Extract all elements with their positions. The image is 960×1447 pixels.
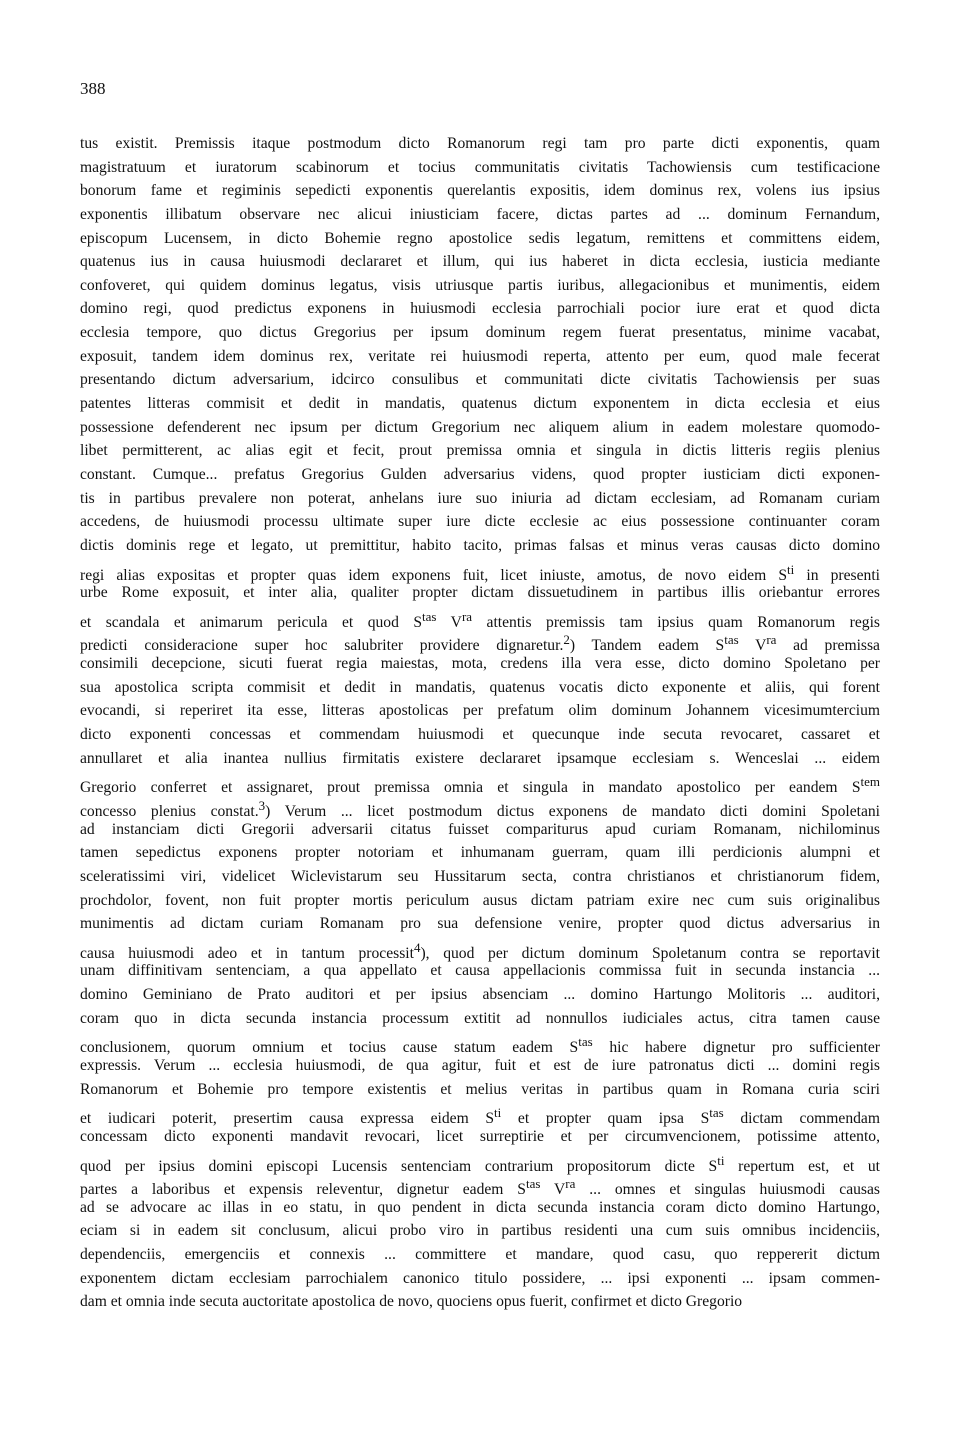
text-line: sceleratissimi viri, videlicet Wiclevistarum seu Hussitarum secta, contra christianos et christianorum fidem, — [80, 867, 880, 885]
text-line: domino Geminiano de Prato auditori et per ipsius absenciam ... domino Hartungo Molitoris ... auditori, — [80, 986, 880, 1004]
page-number: 388 — [80, 79, 106, 98]
text-line: partes a laboribus et expensis releventur, dignetur eadem $S^{tas}$ $V^{ra}$ ... omnes et singulas huiusmodi causas — [80, 1176, 880, 1199]
text-line: eciam si in eadem sit conclusum, alicui probo viro in partibus residenti una cum suis omnibus incidenciis, — [80, 1222, 880, 1240]
text-line: quod per ipsius domini episcopi Lucensis sentenciam contrarium propositorum dicte $S^{ti}$ repertum est, et ut — [80, 1152, 880, 1175]
text-line: urbe Rome exposuit, et inter alia, qualiter propter dictam dissuetudinem in partibus illis oriebantur errores — [80, 584, 880, 602]
text-line: dictis dominis rege et legato, ut premittitur, habito tacito, primas falsas et minus veras causas dicto domino — [80, 536, 880, 554]
text-line: libet permitterent, ac alias egit et fecit, prout premissa omnia et singula in dictis litteris regiis plenius — [80, 442, 880, 460]
text-line: concessam dicto exponenti mandavit revocari, licet surreptirie et per circumvencionem, potissime attento, — [80, 1127, 880, 1145]
text-line: conclusionem, quorum omnium et tocius cause statum eadem $S^{tas}$ hic habere dignetur pro sufficienter — [80, 1034, 880, 1057]
text-line: annullaret et alia inantea nullius firmitatis existere declararet ipsamque ecclesiam s. Wenceslai ... eidem — [80, 749, 880, 767]
text-line: domino regi, quod predictus exponens in huiusmodi ecclesia parrochiali pocior iure erat et quod dicta — [80, 300, 880, 318]
text-line: ecclesia tempore, quo dictus Gregorius per ipsum dominum regem fuerat presentatus, minime vacabat, — [80, 324, 880, 342]
text-line: prochdolor, fovent, non fuit propter mortis periculum ausus dictam patriam exire nec cum suis originalibus — [80, 891, 880, 909]
text-line: confoveret, qui quidem dominus legatus, visis utriusque partis iuribus, allegacionibus et munimentis, eidem — [80, 276, 880, 294]
text-line: consimili decepcione, sicuti fuerat regia maiestas, mota, credens illa vera esse, dicto domino Spoletano per — [80, 655, 880, 673]
text-line: Romanorum et Bohemie pro tempore existentis et melius veritas in partibus quam in Romana curia sciri — [80, 1080, 880, 1098]
text-line: accedens, de huiusmodi processu ultimate super iure dicte ecclesie ac eius possessione continuanter coram — [80, 513, 880, 531]
text-line: magistratuum et iuratorum scabinorum et tocius communitatis civitatis Tachowiensis cum testificacione — [80, 158, 880, 176]
text-line: concesso plenius constat.$^3$) Verum ... licet postmodum dictus exponens de mandato dicti domini Spoletani — [80, 797, 881, 821]
text-line: exponentis illibatum observare nec alicui iniusticiam facere, dictas partes ad ... dominum Fernandum, — [80, 205, 880, 223]
text-line: presentando dictum adversarium, idcirco consulibus et communitati dicte civitatis Tachowiensis per suas — [80, 371, 880, 389]
text-line: regi alias expositas et propter quas idem exponens fuit, licet iniuste, amotus, de novo eidem $S^{ti}$ in presenti — [80, 561, 880, 584]
text-line: dependenciis, emergenciis et connexis ... committere et mandare, quod casu, quo reppererit dictum — [80, 1246, 880, 1264]
text-line: bonorum fame et regiminis sepedicti exponentis querelantis expositis, idem dominus rex, volens ius ipsius — [80, 182, 880, 200]
text-line: et scandala et animarum pericula et quod $S^{tas}$ $V^{ra}$ attentis premissis tam ipsius quam Romanorum regis — [80, 608, 880, 631]
text-line: predicti consideracione super hoc salubriter providere dignaretur.$^2$) Tandem eadem $S^{tas}$ $V^{ra}$ ad premissa — [80, 632, 880, 655]
text-line: dam et omnia inde secuta auctoritate apostolica de novo, quociens opus fuerit, confirmet et dicto Gregorio — [80, 1293, 743, 1311]
text-line: dicto exponenti concessas et commendam huiusmodi et quecunque inde secuta revocaret, cassaret et — [80, 726, 880, 744]
text-line: causa huiusmodi adeo et in tantum processit$^4$), quod per dictum dominum Spoletanum contra se reportavit — [80, 939, 881, 962]
text-line: patentes litteras commisit et dedit in mandatis, quatenus dictum exponentem in dicta ecclesia et eius — [80, 395, 880, 413]
text-line: exponentem dictam ecclesiam parrochialem canonico titulo possidere, ... ipsi exponenti ... ipsam commen- — [80, 1269, 880, 1287]
text-line: quatenus ius in causa huiusmodi declararet et illum, qui ius haberet in dicta ecclesia, iusticia mediante — [80, 253, 880, 271]
text-line: evocandi, si reperiret ita esse, litteras apostolicas per prefatum olim dominum Johannem vicesimumtercium — [80, 702, 880, 720]
text-line: exposuit, tandem idem dominus rex, veritate rei huiusmodi reperta, attento per eum, quod male fecerat — [80, 347, 880, 365]
text-line: possessione defenderent nec ipsum per dictum Gregorium nec aliquem alium in eadem molestare quomodo- — [80, 418, 880, 436]
text-line: Gregorio conferret et assignaret, prout premissa omnia et singula in mandato apostolico per eandem $S^{tem}$ — [80, 774, 880, 797]
text-line: et iudicari poterit, presertim causa expressa eidem $S^{ti}$ et propter quam ipsa $S^{tas}$ dictam commendam — [80, 1105, 880, 1128]
text-line: coram quo in dicta secunda instancia processum extitit ad nonnullos iudiciales actus, citra tamen cause — [80, 1009, 880, 1027]
text-line: munimentis ad dictam curiam Romanam pro sua defensione venire, propter quod dictus adversarius in — [80, 915, 880, 933]
text-line: ad instanciam dicti Gregorii adversarii citatus fuisset compariturus apud curiam Romanam, nichilominus — [80, 820, 880, 838]
text-line: expressis. Verum ... ecclesia huiusmodi, de qua agitur, fuit et est de iure patronatus dicti ... domini regis — [80, 1056, 880, 1074]
body-text — [80, 132, 880, 1314]
text-line: sua apostolica scripta commisit et dedit in mandatis, quatenus vocatis dicto exponente et aliis, qui forent — [80, 678, 880, 696]
text-line: tis in partibus prevalere non poterat, anhelans iure suo iniuria ad dictam ecclesiam, ad Romanam curiam — [80, 489, 880, 507]
text-line: constant. Cumque... prefatus Gregorius Gulden adversarius videns, quod propter iusticiam dicti exponen- — [80, 465, 880, 483]
text-line: ad se advocare ac illas in eo statu, in quo pendent in dicta secunda instancia coram dicto domino Hartungo, — [80, 1198, 880, 1216]
text-line: tus existit. Premissis itaque postmodum dicto Romanorum regi tam pro parte dicti exponentis, quam — [80, 135, 880, 152]
text-line: unam diffinitivam sentenciam, a qua appellato et causa appellacionis commissa fuit in secunda instancia ... — [80, 962, 880, 980]
text-line: episcopum Lucensem, in dicto Bohemie regno apostolice sedis legatum, remittens et committens eidem, — [80, 229, 880, 247]
text-line: tamen sepedictus exponens propter notoriam et inhumanam guerram, quam illi perdicionis alumpni et — [80, 844, 880, 862]
